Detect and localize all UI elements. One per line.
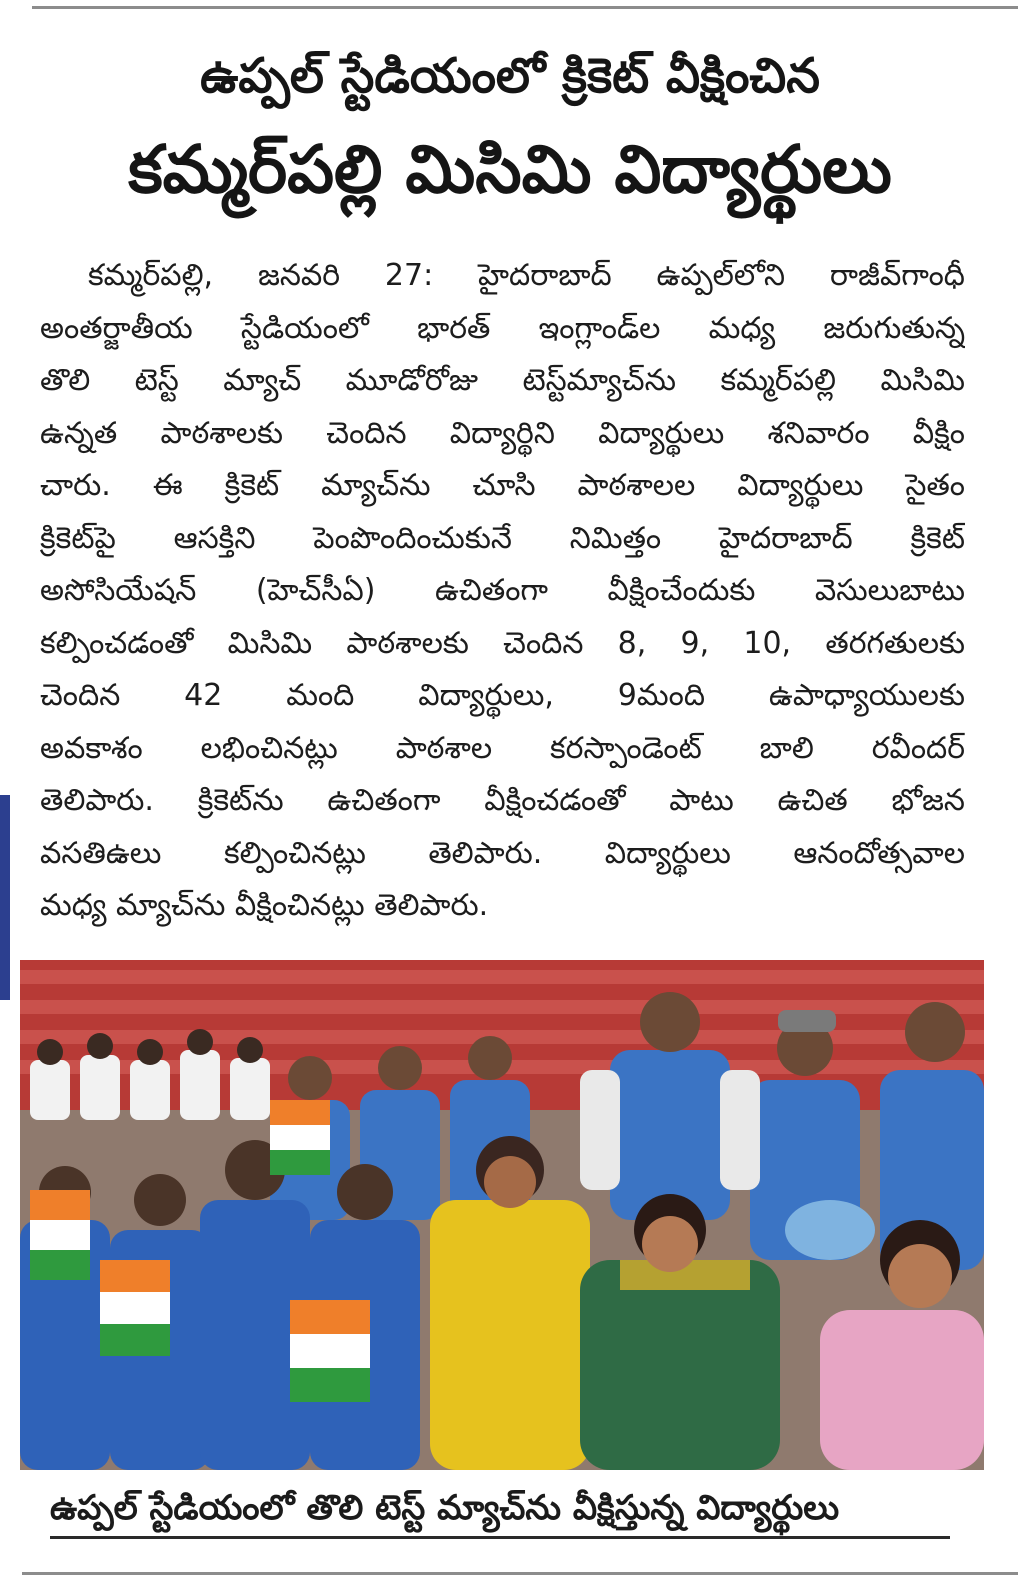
bottom-rule [22, 1572, 1018, 1575]
side-accent-bar [0, 795, 10, 1000]
photo-caption: ఉప్పల్ స్టేడియంలో తొలి టెస్ట్ మ్యాచ్‌ను వీక్షిస్తున్న విద్యార్థులు [50, 1488, 840, 1528]
top-rule [32, 6, 1018, 9]
article-body [40, 250, 965, 933]
headline-line-1: ఉప్పల్ స్టేడియంలో క్రికెట్ వీక్షించిన [200, 48, 820, 104]
caption-underline [50, 1536, 950, 1539]
article-line: చెందిన 42 మంది విద్యార్థులు, 9మంది ఉపాధ్యాయులకు [40, 678, 965, 713]
article-line: అంతర్జాతీయ స్టేడియంలో భారత్ ఇంగ్లాండ్‌ల మధ్య జరుగుతున్న [40, 310, 965, 346]
article-line: క్రికెట్‌పై ఆసక్తిని పెంపొందించుకునే నిమిత్తం హైదరాబాద్ క్రికెట్ [40, 520, 965, 556]
article-line: కల్పించడంతో మిసిమి పాఠశాలకు చెందిన 8, 9, 10, తరగతులకు [40, 625, 965, 661]
headline-line-2: కమ్మర్‌పల్లి మిసిమి విద్యార్థులు [128, 131, 892, 208]
article-line: అసోసియేషన్ (హెచ్‌సీఏ) ఉచితంగా వీక్షించేందుకు వెసులుబాటు [40, 573, 965, 608]
article-line: తెలిపారు. క్రికెట్‌ను ఉచితంగా వీక్షించడంతో పాటు ఉచిత భోజన [40, 783, 965, 818]
article-line: అవకాశం లభించినట్లు పాఠశాల కరస్పాండెంట్ బాలి రవీందర్ [40, 730, 965, 766]
article-line: మధ్య మ్యాచ్‌ను వీక్షించినట్లు తెలిపారు. [40, 888, 489, 923]
article-line: ఉన్నత పాఠశాలకు చెందిన విద్యార్థిని విద్యార్థులు శనివారం వీక్షిం [40, 415, 965, 451]
article-line: వసతిఉలు కల్పించినట్లు తెలిపారు. విద్యార్థులు ఆనందోత్సవాల [40, 835, 965, 871]
article-line: కమ్మర్‌పల్లి, జనవరి 27: హైదరాబాద్ ఉప్పల్‌లోని రాజీవ్‌గాంధీ [88, 258, 965, 293]
article-line: చారు. ఈ క్రికెట్ మ్యాచ్‌ను చూసి పాఠశాలల విద్యార్థులు సైతం [40, 468, 965, 503]
article-line: తొలి టెస్ట్ మ్యాచ్ మూడోరోజు టెస్ట్‌మ్యాచ్‌ను కమ్మర్‌పల్లి మిసిమి [40, 363, 965, 398]
news-photo [20, 960, 984, 1470]
stadium-crowd-illustration [20, 960, 984, 1470]
